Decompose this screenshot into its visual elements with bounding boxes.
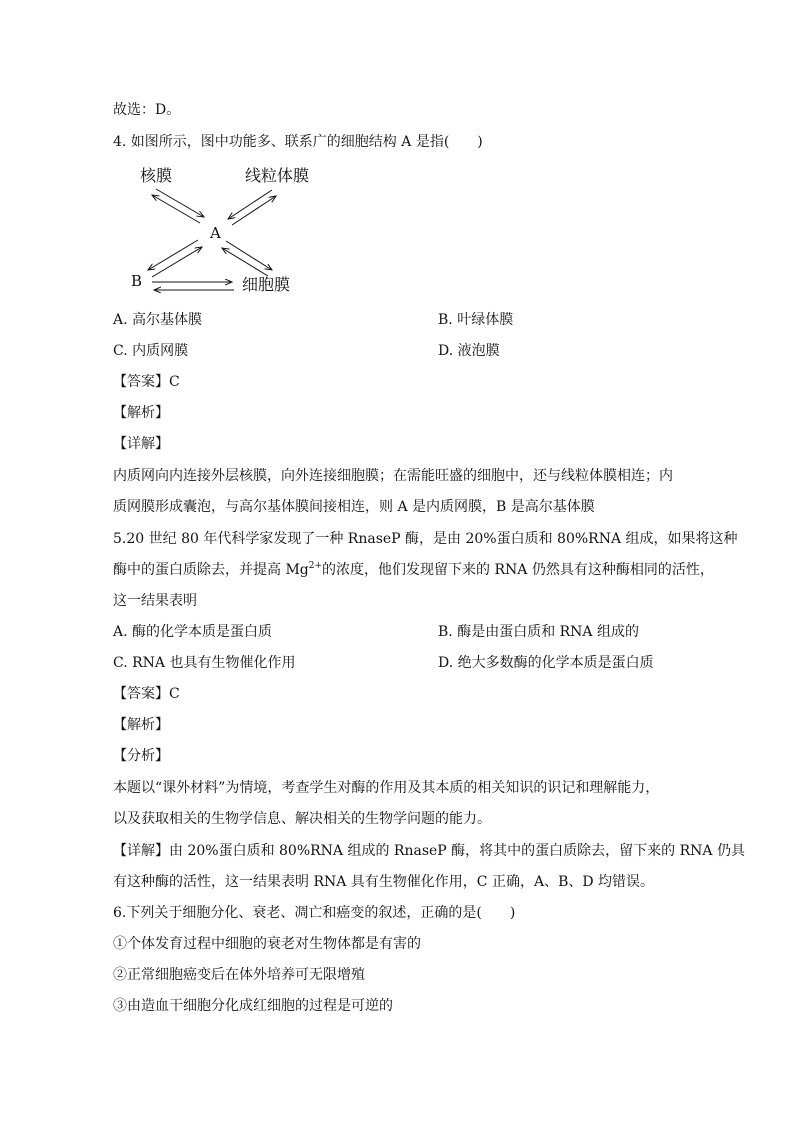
q5-detail-line-1: 【详解】由 20%蛋白质和 80%RNA 组成的 RnaseP 酶，将其中的蛋白质除去，留下来的 RNA 仍具 <box>113 843 745 859</box>
arrow-a-to-b <box>148 240 198 270</box>
q4-answer: 【答案】C <box>113 374 180 390</box>
q4-option-b: B. 叶绿体膜 <box>438 312 514 328</box>
q5-option-a: A. 酶的化学本质是蛋白质 <box>113 624 273 640</box>
q4-detail-line-2: 质网膜形成囊泡，与高尔基体膜间接相连，则 A 是内质网膜，B 是高尔基体膜 <box>113 499 595 515</box>
q4-option-d: D. 液泡膜 <box>438 343 500 359</box>
question-4-stem: 4. 如图所示，图中功能多、联系广的细胞结构 A 是指( ) <box>113 134 483 150</box>
arrow-a-to-mito <box>232 196 276 225</box>
q5-option-d: D. 绝大多数酶的化学本质是蛋白质 <box>438 655 654 671</box>
question-5-stem-line-1: 5.20 世纪 80 年代科学家发现了一种 RnaseP 酶，是由 20%蛋白质和 80%RNA 组成，如果将这种 <box>113 531 738 547</box>
previous-conclusion: 故选：D。 <box>113 102 181 118</box>
q5-fenxi-line-2: 以及获取相关的生物学信息、解决相关的生物学问题的能力。 <box>113 811 491 827</box>
node-b: B <box>131 272 143 290</box>
q5-option-c: C. RNA 也具有生物催化作用 <box>113 655 296 671</box>
arrow-mito-to-a <box>228 190 272 219</box>
node-nuclear-membrane: 核膜 <box>140 166 173 185</box>
arrow-a-to-nucleus <box>152 195 200 223</box>
q5-fenxi-label: 【分析】 <box>113 748 169 764</box>
q5-fenxi-line-1: 本题以“课外材料”为情境，考查学生对酶的作用及其本质的相关知识的识记和理解能力， <box>113 780 660 796</box>
q4-option-c: C. 内质网膜 <box>113 343 189 359</box>
arrow-nucleus-to-a <box>156 189 204 217</box>
q4-detail-label: 【详解】 <box>113 436 169 452</box>
q4-option-a: A. 高尔基体膜 <box>113 312 203 328</box>
q4-detail-line-1: 内质网向内连接外层核膜，向外连接细胞膜；在需能旺盛的细胞中，还与线粒体膜相连；内 <box>113 468 673 484</box>
arrow-cellmembrane-to-a <box>222 248 268 276</box>
node-a: A <box>210 224 221 242</box>
q5-detail-line-2: 有这种酶的活性，这一结果表明 RNA 具有生物催化作用，C 正确，A、B、D 均错误。 <box>113 874 655 890</box>
q5-option-b: B. 酶是由蛋白质和 RNA 组成的 <box>438 624 639 640</box>
membrane-relation-diagram <box>126 162 336 302</box>
node-cell-membrane: 细胞膜 <box>242 275 291 294</box>
question-6-stem: 6.下列关于细胞分化、衰老、凋亡和癌变的叙述，正确的是( ) <box>113 905 516 921</box>
q4-analysis-label: 【解析】 <box>113 405 169 421</box>
node-mitochondrial-membrane: 线粒体膜 <box>245 166 310 185</box>
q6-item-1: ①个体发育过程中细胞的衰老对生物体都是有害的 <box>113 936 421 952</box>
q5-answer: 【答案】C <box>113 686 180 702</box>
q6-item-3: ③由造血干细胞分化成红细胞的过程是可逆的 <box>113 998 393 1014</box>
question-5-stem-line-3: 这一结果表明 <box>113 593 197 609</box>
q5-analysis-label: 【解析】 <box>113 717 169 733</box>
arrow-a-to-cellmembrane <box>226 241 272 270</box>
arrow-b-to-a <box>152 247 202 277</box>
question-5-stem-line-2: 酶中的蛋白质除去，并提高 $Mg^{2+}$的浓度，他们发现留下来的 RNA 仍然具有这种酶相同的活性， <box>113 561 714 578</box>
q6-item-2: ②正常细胞癌变后在体外培养可无限增殖 <box>113 967 365 983</box>
